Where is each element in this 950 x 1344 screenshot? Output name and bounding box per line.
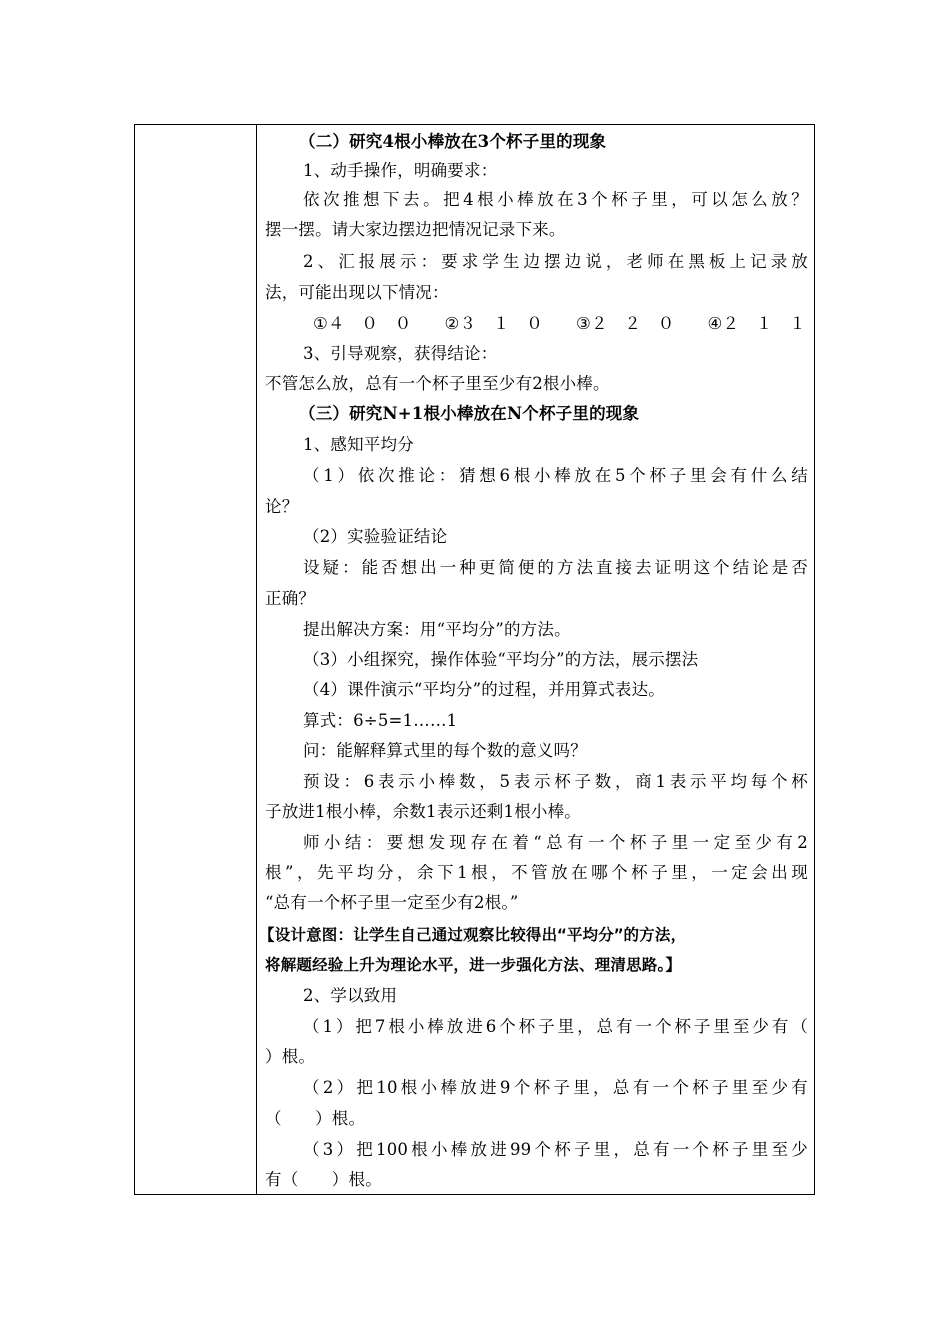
paragraph-line: 预设：6表示小棒数，5表示杯子数，商1表示平均每个杯 bbox=[303, 772, 808, 791]
exercise-line: （1）把7根小棒放进6个杯子里，总有一个杯子里至少有（ bbox=[303, 1017, 808, 1036]
paragraph-line: 子放进1根小棒，余数1表示还剩1根小棒。 bbox=[265, 802, 581, 821]
step-heading: 3、引导观察，获得结论： bbox=[303, 344, 498, 363]
paragraph-line: 摆一摆。请大家边摆边把情况记录下来。 bbox=[265, 220, 566, 239]
exercise-line: （ ）根。 bbox=[265, 1109, 366, 1128]
paragraph-line: （3）小组探究，操作体验“平均分”的方法，展示摆法 bbox=[303, 650, 699, 669]
paragraph-line: 师小结：要想发现存在着“总有一个杯子里一定至少有2 bbox=[303, 833, 808, 852]
exercise-line: 有（ ）根。 bbox=[265, 1170, 382, 1189]
exercise-line: （2）把10根小棒放进9个杯子里，总有一个杯子里至少有 bbox=[303, 1078, 808, 1097]
design-intent-line: 将解题经验上升为理论水平，进一步强化方法、理清思路。】 bbox=[265, 956, 682, 974]
cases-row bbox=[265, 313, 808, 335]
exercise-line: （3）把100根小棒放进99个杯子里，总有一个杯子里至少 bbox=[303, 1140, 808, 1159]
paragraph-line: 提出解决方案：用“平均分”的方法。 bbox=[303, 620, 571, 639]
step-heading: 2、学以致用 bbox=[303, 986, 398, 1005]
paragraph-line: 设疑：能否想出一种更简便的方法直接去证明这个结论是否 bbox=[303, 558, 808, 577]
step-heading: 1、感知平均分 bbox=[303, 435, 414, 454]
case-item: ③２ ２ ０ bbox=[576, 314, 675, 333]
exercise-line: ）根。 bbox=[265, 1047, 316, 1066]
section-heading-2: （二）研究4根小棒放在3个杯子里的现象 bbox=[299, 132, 607, 151]
case-item: ①４ ０ ０ bbox=[313, 314, 412, 333]
formula-line: 算式：6÷5=1……1 bbox=[303, 711, 458, 730]
paragraph-line: 正确？ bbox=[265, 589, 316, 608]
paragraph-line: 论？ bbox=[265, 497, 299, 516]
paragraph-line: 问：能解释算式里的每个数的意义吗？ bbox=[303, 741, 587, 760]
right-column-cell bbox=[257, 125, 814, 1194]
paragraph-line: 依次推想下去。把4根小棒放在3个杯子里，可以怎么放？ bbox=[303, 190, 808, 209]
paragraph-line: “总有一个杯子里一定至少有2根。” bbox=[265, 893, 519, 912]
paragraph-line: 2、汇报展示：要求学生边摆边说，老师在黑板上记录放 bbox=[303, 252, 808, 271]
paragraph-line: （1）依次推论：猜想6根小棒放在5个杯子里会有什么结 bbox=[303, 466, 808, 485]
paragraph-line: （4）课件演示“平均分”的过程，并用算式表达。 bbox=[303, 680, 665, 699]
section-heading-3: （三）研究N+1根小棒放在N个杯子里的现象 bbox=[299, 404, 640, 423]
case-item: ④２ １ １ bbox=[707, 314, 806, 333]
case-item: ②３ １ ０ bbox=[444, 314, 543, 333]
paragraph-line: 法，可能出现以下情况： bbox=[265, 283, 449, 302]
lesson-table bbox=[134, 124, 815, 1195]
design-intent-line: 【设计意图：让学生自己通过观察比较得出“平均分”的方法， bbox=[259, 926, 687, 944]
paragraph-line: 根”，先平均分，余下1根，不管放在哪个杯子里，一定会出现 bbox=[265, 863, 808, 882]
paragraph-line: （2）实验验证结论 bbox=[303, 527, 448, 546]
conclusion-line: 不管怎么放，总有一个杯子里至少有2根小棒。 bbox=[265, 374, 610, 393]
step-heading: 1、动手操作，明确要求： bbox=[303, 161, 498, 180]
left-column-cell bbox=[135, 125, 257, 1194]
